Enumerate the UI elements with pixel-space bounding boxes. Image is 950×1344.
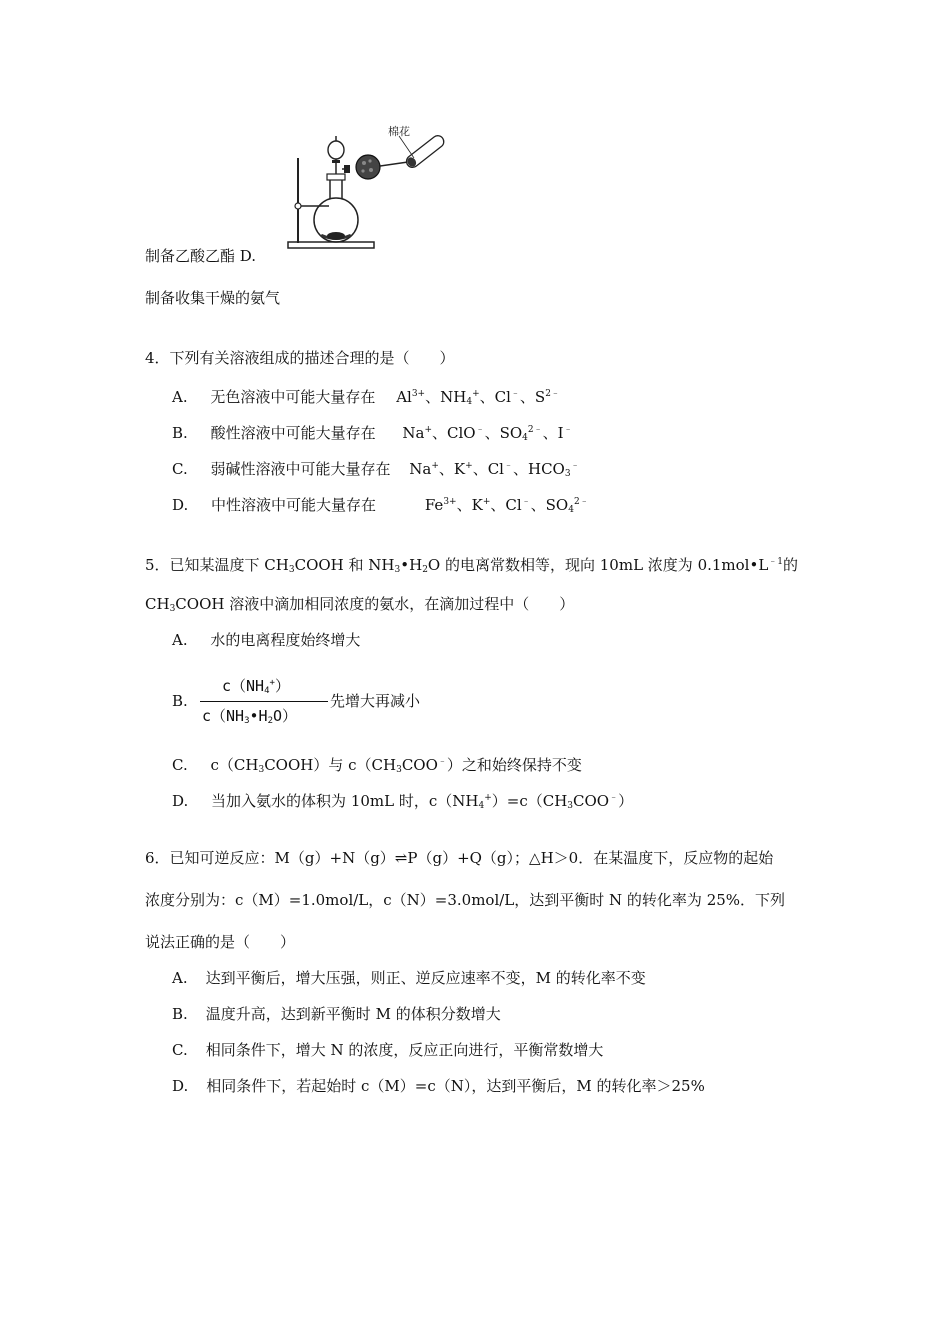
fraction-denominator: $c(NH_3•H_2O)$	[202, 707, 298, 726]
q5-option-c: C. $c(CH_3COOH)$与 $c(CH_3COO^﹣)$之和始终保持不变	[172, 756, 582, 775]
line-prepare-dry-ammonia: 制备收集干燥的氨气	[145, 289, 281, 307]
fraction-numerator: $c(NH_4^+)$	[222, 677, 290, 696]
q5-option-a: A. 水的电离程度始终增大	[172, 631, 361, 649]
line-prepare-ethyl-acetate: 制备乙酸乙酯 D.	[145, 247, 257, 265]
q6-stem-line3: 说法正确的是（ ）	[145, 933, 296, 951]
q6-option-d: D. 相同条件下，若起始时 c（M）=c（N），达到平衡后，M 的转化率＞25%	[172, 1077, 705, 1095]
q4-option-a: A. 无色溶液中可能大量存在 $Al^{3+}$、$NH_4^+$、Cl﹣、$S^{2﹣}$	[172, 388, 560, 407]
q5-option-b-fraction	[200, 675, 328, 727]
q5-stem-line2: $CH_3COOH$ 溶液中滴加相同浓度的氨水，在滴加过程中（ ）	[145, 595, 575, 614]
cotton-label: 棉花	[388, 125, 410, 138]
q6-option-c: C. 相同条件下，增大 N 的浓度，反应正向进行，平衡常数增大	[172, 1041, 604, 1059]
ammonia-apparatus-figure	[284, 122, 474, 252]
q5-stem-line1: 5．已知某温度下 $CH_3COOH$ 和 $NH_3•H_2O$ 的电离常数相等，现向 10mL 浓度为 $0.1mol•L^{﹣1}$的	[145, 556, 799, 575]
q4-stem: 4．下列有关溶液组成的描述合理的是（ ）	[145, 349, 455, 367]
fraction-bar	[200, 701, 328, 702]
q4-option-d: D. 中性溶液中可能大量存在 $Fe^{3+}$、K+、Cl﹣、$SO_4^{2﹣}$	[172, 496, 589, 515]
q6-option-b: B. 温度升高，达到新平衡时 M 的体积分数增大	[172, 1005, 501, 1023]
q5-option-d: D. 当加入氨水的体积为 10mL 时，$c(NH_4^+)=c(CH_3COO^﹣)$	[172, 792, 634, 811]
q4-option-b: B. 酸性溶液中可能大量存在 Na+、ClO﹣、$SO_4^{2﹣}$、I﹣	[172, 424, 573, 443]
q6-stem-line1: 6．已知可逆反应：M（g）+N（g）⇌P（g）+Q（g）；△H＞0．在某温度下，反应物的起始	[145, 849, 774, 867]
q5-option-b-text: 先增大再减小	[330, 692, 421, 710]
q6-stem-line2: 浓度分别为：c（M）=1.0mol/L，c（N）=3.0mol/L，达到平衡时 N 的转化率为 25%．下列	[145, 891, 786, 909]
option-label: A.	[172, 388, 188, 406]
q4-option-c: C. 弱碱性溶液中可能大量存在 Na+、K+、Cl﹣、$HCO_3^﹣$	[172, 460, 580, 479]
q6-option-a: A. 达到平衡后，增大压强，则正、逆反应速率不变，M 的转化率不变	[172, 969, 646, 987]
q5-option-b-label: B.	[172, 692, 188, 710]
